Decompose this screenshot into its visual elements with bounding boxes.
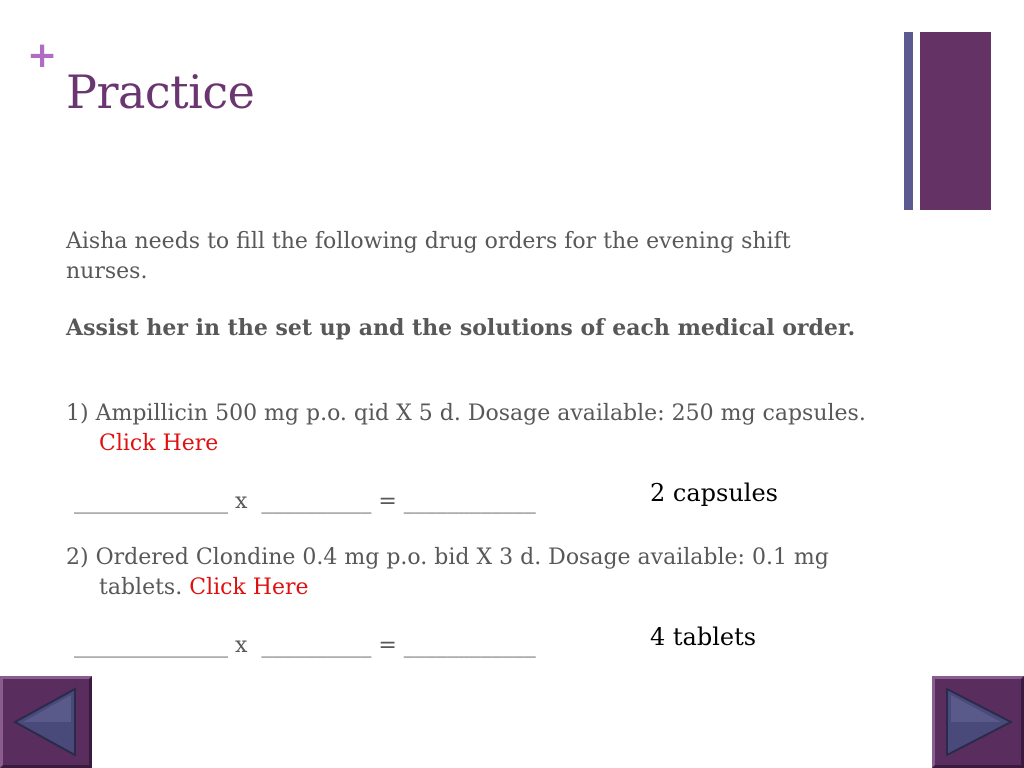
- plus-icon: +: [27, 35, 58, 76]
- problem-2: [66, 543, 919, 603]
- problem-1-prompt: 1) Ampillicin 500 mg p.o. qid X 5 d. Dosage available: 250 mg capsules.: [66, 401, 866, 426]
- problem-1-blanks: ______________ x __________ = ____________: [74, 489, 536, 514]
- left-triangle-icon: [3, 679, 89, 765]
- intro-paragraph: Aisha needs to fill the following drug orders for the evening shift nurses.: [66, 229, 791, 284]
- problem-1-click-here-link[interactable]: Click Here: [99, 431, 219, 456]
- problem-2-click-here-link[interactable]: Click Here: [189, 575, 309, 600]
- previous-slide-button[interactable]: [0, 676, 92, 768]
- decorative-thin-bar: [904, 32, 913, 210]
- problem-2-prompt: 2) Ordered Clondine 0.4 mg p.o. bid X 3 d. Dosage available: 0.1 mg tablets.: [66, 545, 829, 600]
- problem-2-blanks: ______________ x __________ = ____________: [74, 633, 536, 658]
- decorative-thick-bar: [920, 32, 991, 210]
- next-slide-button[interactable]: [932, 676, 1024, 768]
- instruction-paragraph: Assist her in the set up and the solutions of each medical order.: [66, 315, 856, 341]
- slide-title: Practice: [66, 65, 255, 119]
- problem-1: [66, 399, 919, 459]
- right-triangle-icon: [935, 679, 1021, 765]
- problem-1-answer: 2 capsules: [650, 479, 778, 507]
- problem-2-answer: 4 tablets: [650, 623, 757, 651]
